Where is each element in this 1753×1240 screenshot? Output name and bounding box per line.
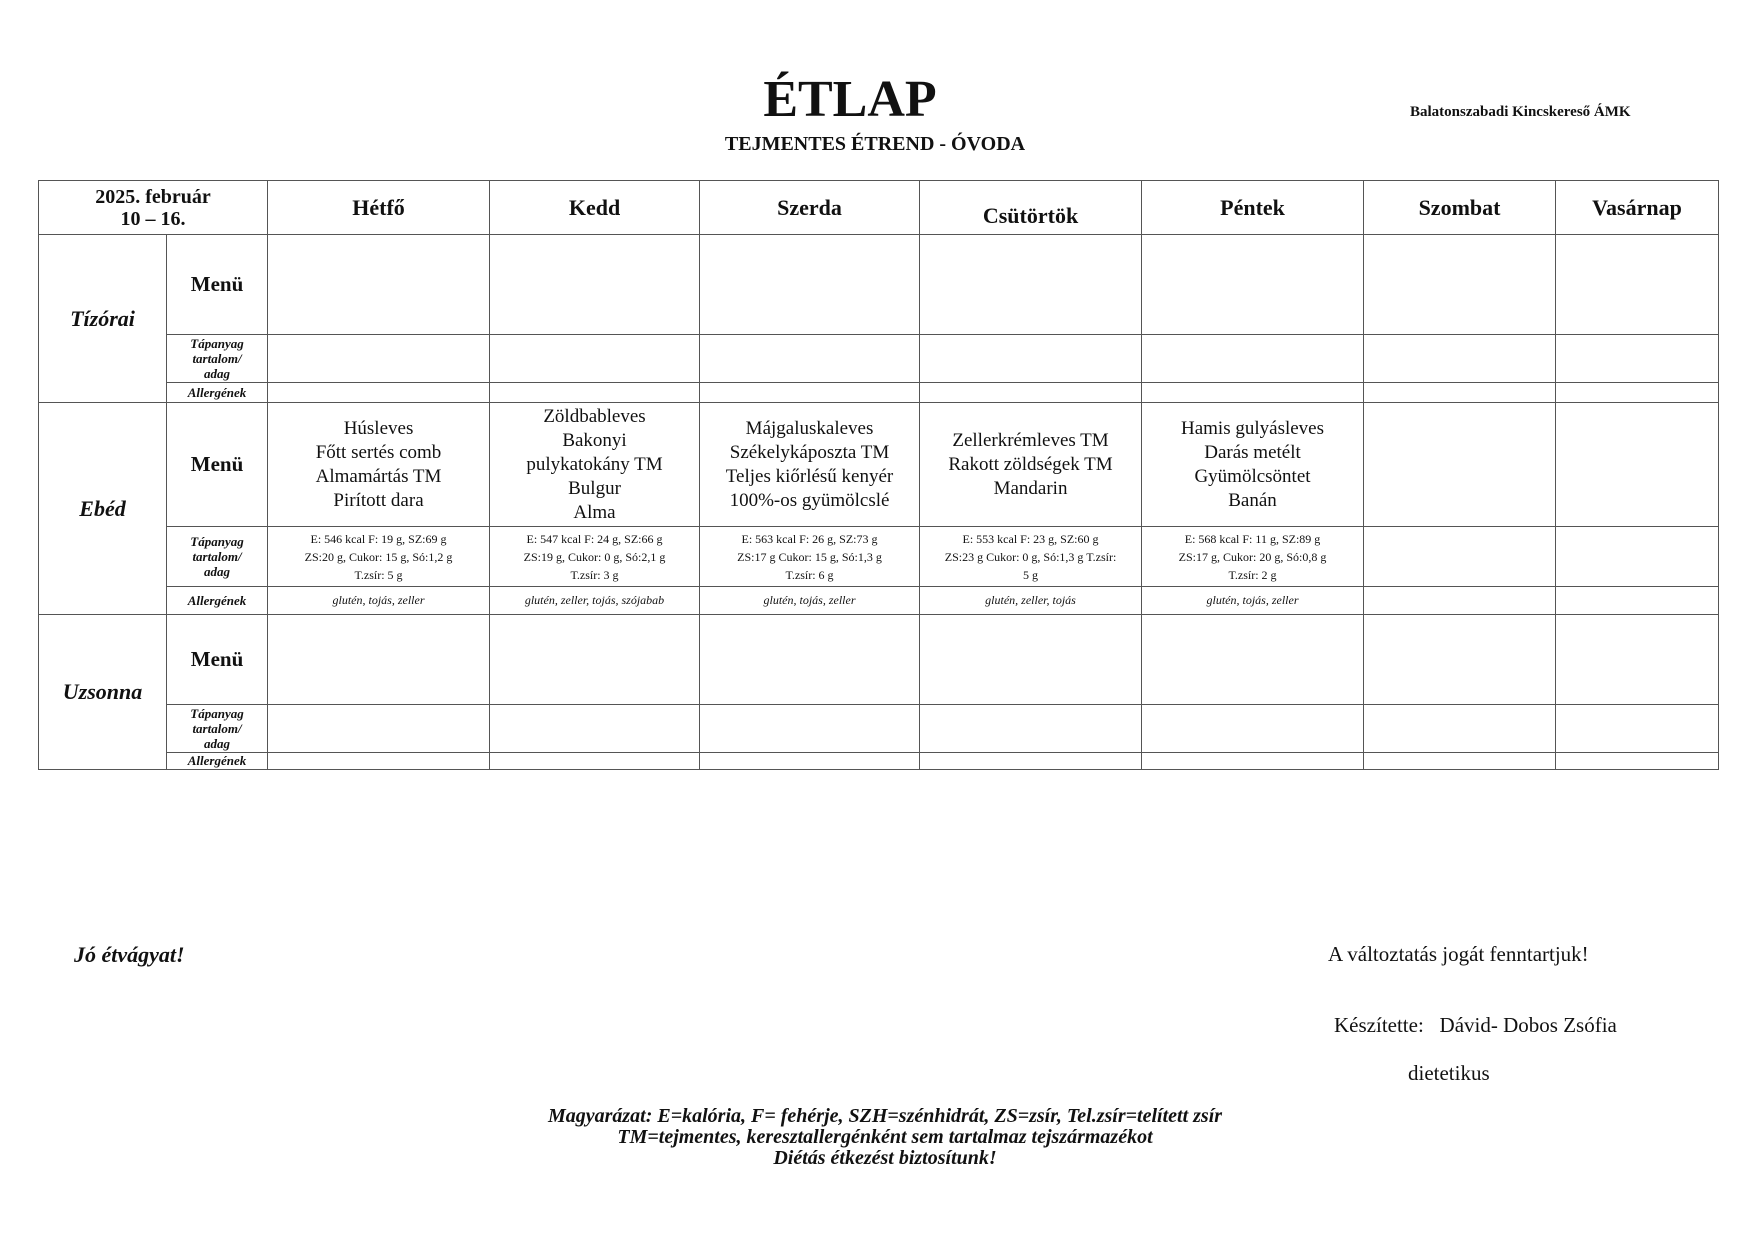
dish-line: Főtt sertés comb [315,441,442,463]
disclaimer-text: A változtatás jogát fenntartjuk! [1328,942,1589,966]
legend-line: Magyarázat: E=kalória, F= fehérje, SZH=szénhidrát, ZS=zsír, Tel.zsír=telített zsír [547,1105,1223,1127]
nutrition-line: ZS:17 g, Cukor: 20 g, Só:0,8 g [1178,549,1327,564]
meal-menu-row [39,615,1719,705]
nutrition-label-line: adag [204,366,230,381]
allergen-cell [1364,753,1556,770]
dish-line: Zellerkrémleves TM [952,429,1109,451]
allergen-row-label: Allergének [167,753,268,770]
meal-nutrition-row [39,705,1719,753]
day-header: Kedd [490,181,700,235]
meal-nutrition-row [39,527,1719,587]
allergen-cell [1364,383,1556,403]
menu-cell [1142,615,1364,705]
nutrition-line: T.zsír: 5 g [354,567,403,582]
nutrition-line: E: 553 kcal F: 23 g, SZ:60 g [962,531,1099,546]
menu-cell [1556,403,1719,527]
menu-cell [700,235,920,335]
nutrition-line: T.zsír: 6 g [785,567,834,582]
allergen-cell [490,753,700,770]
nutrition-cell [490,335,700,383]
nutrition-label-line: tartalom/ [192,721,242,736]
organization-name: Balatonszabadi Kincskereső ÁMK [1410,104,1631,120]
nutrition-cell [1364,705,1556,753]
nutrition-row-label [167,335,268,383]
menu-cell [1142,235,1364,335]
dish-line: Rakott zöldségek TM [948,453,1113,475]
allergen-cell [1556,753,1719,770]
allergen-cell: glutén, zeller, tojás, szójabab [490,587,700,615]
weekly-menu-table [38,180,1719,770]
table-header-row [39,181,1719,235]
menu-cell [1556,615,1719,705]
allergen-cell [1556,587,1719,615]
nutrition-cell [268,335,490,383]
nutrition-cell [700,335,920,383]
menu-cell [490,403,700,527]
nutrition-line: E: 568 kcal F: 11 g, SZ:89 g [1184,531,1321,546]
page-subtitle: TEJMENTES ÉTREND - ÓVODA [724,133,1026,155]
nutrition-line: ZS:17 g Cukor: 15 g, Só:1,3 g [737,549,882,564]
dish-line: Teljes kiőrlésű kenyér [725,465,894,487]
dish-line: Mandarin [993,477,1068,499]
dish-line: Almamártás TM [315,465,442,487]
legend-block [0,1106,1753,1169]
allergen-cell [268,383,490,403]
dish-line: Hamis gulyásleves [1181,417,1325,439]
author-name: Dávid- Dobos Zsófia [1439,1013,1617,1037]
nutrition-cell [920,705,1142,753]
menu-cell [490,615,700,705]
meal-allergen-row [39,587,1719,615]
nutrition-label-line: Tápanyag [190,706,244,721]
nutrition-cell [490,705,700,753]
nutrition-line: E: 547 kcal F: 24 g, SZ:66 g [526,531,663,546]
allergen-cell: glutén, tojás, zeller [268,587,490,615]
nutrition-cell [700,527,920,587]
date-month: 2025. február [95,185,211,208]
dish-line: Banán [1228,489,1277,511]
nutrition-label-line: adag [204,736,230,751]
nutrition-line: T.zsír: 3 g [570,567,619,582]
greeting-text: Jó étvágyat! [74,942,185,967]
allergen-cell [1142,753,1364,770]
day-header: Szerda [700,181,920,235]
dish-line: Májgaluskaleves [745,417,874,439]
allergen-cell [1142,383,1364,403]
nutrition-cell [1364,527,1556,587]
day-header: Vasárnap [1556,181,1719,235]
nutrition-cell [1556,705,1719,753]
nutrition-cell [1364,335,1556,383]
nutrition-cell [1142,335,1364,383]
dish-line: Alma [573,501,616,523]
nutrition-cell [1142,705,1364,753]
nutrition-line: 5 g [1023,567,1039,582]
menu-cell [700,615,920,705]
date-days: 10 – 16. [120,207,186,230]
menu-cell [920,403,1142,527]
nutrition-cell [1142,527,1364,587]
dish-line: Darás metélt [1204,441,1301,463]
menu-cell [920,615,1142,705]
nutrition-row-label [167,527,268,587]
day-header: Hétfő [268,181,490,235]
legend-line: Diétás étkezést biztosítunk! [773,1147,997,1169]
dish-line: Bulgur [568,477,621,499]
nutrition-cell [268,527,490,587]
dish-line: Gyümölcsöntet [1194,465,1311,487]
dish-line: pulykatokány TM [526,453,663,475]
nutrition-line: E: 563 kcal F: 26 g, SZ:73 g [741,531,878,546]
allergen-cell: glutén, tojás, zeller [700,587,920,615]
nutrition-cell [1556,527,1719,587]
nutrition-row-label [167,705,268,753]
meal-allergen-row [39,753,1719,770]
menu-cell [268,615,490,705]
meal-nutrition-row [39,335,1719,383]
menu-cell [1364,235,1556,335]
menu-cell [700,403,920,527]
nutrition-cell [268,705,490,753]
meal-label: Uzsonna [39,615,167,770]
menu-cell [920,235,1142,335]
day-header: Péntek [1142,181,1364,235]
nutrition-label-line: tartalom/ [192,549,242,564]
menu-row-label: Menü [167,235,268,335]
nutrition-line: ZS:19 g, Cukor: 0 g, Só:2,1 g [523,549,666,564]
author-line [1334,1013,1617,1038]
nutrition-line: ZS:20 g, Cukor: 15 g, Só:1,2 g [304,549,453,564]
author-role: dietetikus [1408,1061,1490,1085]
menu-row-label: Menü [167,615,268,705]
nutrition-label-line: tartalom/ [192,351,242,366]
dish-line: 100%-os gyümölcslé [729,489,890,511]
menu-row-label: Menü [167,403,268,527]
nutrition-cell [920,335,1142,383]
dish-line: Pirított dara [333,489,424,511]
allergen-cell [1556,383,1719,403]
nutrition-cell [700,705,920,753]
author-label: Készítette: [1334,1013,1424,1037]
date-range-cell [39,181,268,235]
page-title: ÉTLAP [763,71,937,128]
nutrition-cell [490,527,700,587]
allergen-cell: glutén, tojás, zeller [1142,587,1364,615]
allergen-cell [700,383,920,403]
dish-line: Bakonyi [562,429,627,451]
allergen-cell [1364,587,1556,615]
allergen-cell: glutén, zeller, tojás [920,587,1142,615]
allergen-cell [920,383,1142,403]
nutrition-cell [920,527,1142,587]
legend-line: TM=tejmentes, keresztallergénként sem tartalmaz tejszármazékot [617,1126,1153,1148]
allergen-cell [700,753,920,770]
dish-line: Húsleves [343,417,414,439]
nutrition-line: ZS:23 g Cukor: 0 g, Só:1,3 g T.zsír: [944,549,1117,564]
menu-cell [1364,403,1556,527]
nutrition-cell [1556,335,1719,383]
nutrition-label-line: adag [204,564,230,579]
menu-cell [490,235,700,335]
day-header: Csütörtök [920,181,1142,235]
allergen-row-label: Allergének [167,587,268,615]
meal-menu-row [39,403,1719,527]
allergen-cell [490,383,700,403]
menu-cell [268,235,490,335]
menu-cell [268,403,490,527]
allergen-cell [920,753,1142,770]
nutrition-label-line: Tápanyag [190,336,244,351]
menu-cell [1142,403,1364,527]
day-header: Szombat [1364,181,1556,235]
dish-line: Székelykáposzta TM [729,441,890,463]
allergen-cell [268,753,490,770]
meal-label: Ebéd [39,403,167,615]
allergen-row-label: Allergének [167,383,268,403]
menu-cell [1556,235,1719,335]
nutrition-line: E: 546 kcal F: 19 g, SZ:69 g [310,531,447,546]
nutrition-label-line: Tápanyag [190,534,244,549]
meal-menu-row [39,235,1719,335]
meal-label: Tízórai [39,235,167,403]
menu-cell [1364,615,1556,705]
dish-line: Zöldbableves [543,405,646,427]
meal-allergen-row [39,383,1719,403]
nutrition-line: T.zsír: 2 g [1228,567,1277,582]
